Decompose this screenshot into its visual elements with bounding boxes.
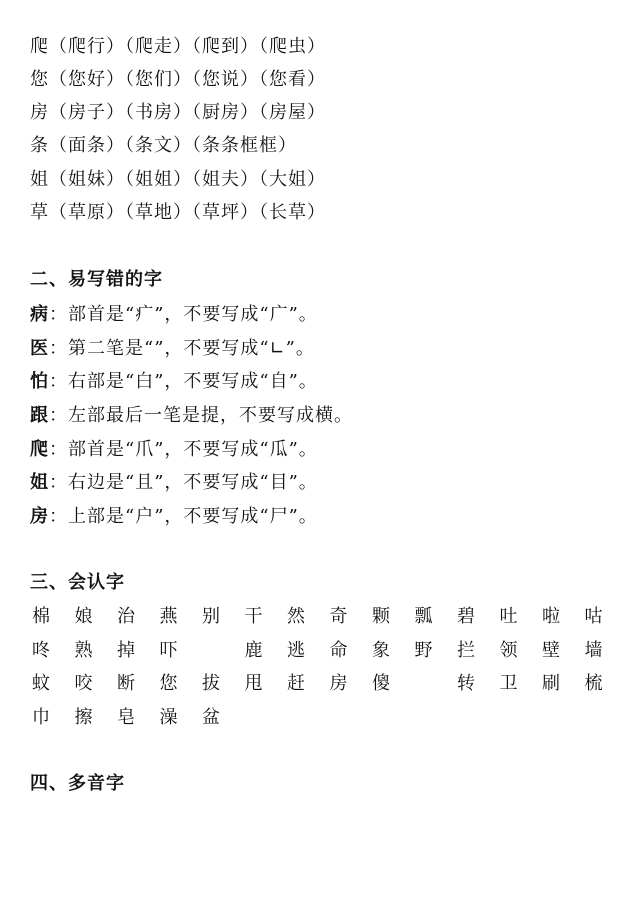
recognition-char: 吓 [159, 640, 178, 661]
recognition-char: 娘 [74, 606, 93, 627]
recognition-char: 颗 [372, 606, 390, 627]
error-item [30, 404, 353, 428]
recognition-char: 啦 [542, 606, 560, 627]
word-line: 爬（爬行）（爬走）（爬到）（爬虫） [30, 36, 326, 57]
recognition-char: 奇 [329, 606, 348, 627]
word-line: 草（草原）（草地）（草坪）（长草） [30, 202, 326, 223]
error-item [30, 303, 318, 327]
recognition-char: 咚 [32, 640, 50, 661]
error-note: ：右边是“且”，不要写成“目”。 [49, 472, 318, 493]
error-char: 姐 [30, 472, 49, 493]
recognition-char: 然 [287, 606, 305, 627]
recognition-char: 擦 [74, 707, 93, 728]
recognition-char: 卫 [499, 673, 518, 694]
recognition-char: 墙 [584, 640, 603, 661]
recognition-char: 甩 [244, 673, 263, 694]
recognition-char: 断 [117, 673, 135, 694]
recognition-char: 刷 [542, 673, 560, 694]
recognition-char: 盆 [202, 707, 220, 728]
recognition-char: 您 [159, 673, 178, 694]
word-line: 房（房子）（书房）（厨房）（房屋） [30, 102, 326, 123]
word-line: 您（您好）（您们）（您说）（您看） [30, 69, 326, 90]
section4-title: 四、多音字 [30, 773, 125, 794]
recognition-char: 棉 [32, 606, 50, 627]
error-note: ：部首是“爪”，不要写成“瓜”。 [49, 439, 318, 460]
recognition-char: 蚊 [32, 673, 50, 694]
error-note: ：部首是“疒”，不要写成“广”。 [49, 304, 318, 325]
recognition-char: 治 [117, 606, 135, 627]
recognition-char: 碧 [457, 606, 475, 627]
error-note: ：左部最后一笔是提，不要写成横。 [49, 405, 353, 426]
recognition-char: 澡 [159, 707, 178, 728]
recognition-char: 转 [457, 673, 475, 694]
recognition-char: 房 [329, 673, 348, 694]
recognition-char: 鹿 [244, 640, 263, 661]
recognition-char: 巾 [32, 707, 50, 728]
recognition-char: 咕 [584, 606, 603, 627]
recognition-char: 赶 [287, 673, 305, 694]
error-char: 病 [30, 304, 49, 325]
recognition-char: 瓢 [414, 606, 433, 627]
recognition-char: 逃 [287, 640, 305, 661]
recognition-char: 命 [329, 640, 348, 661]
recognition-char: 干 [244, 606, 263, 627]
recognition-char: 熟 [74, 640, 93, 661]
error-item [30, 471, 318, 495]
word-line: 姐（姐妹）（姐姐）（姐夫）（大姐） [30, 169, 326, 190]
recognition-char: 拦 [457, 640, 475, 661]
recognition-char: 燕 [159, 606, 178, 627]
error-note: ：右部是“白”，不要写成“自”。 [49, 371, 318, 392]
recognition-char: 梳 [584, 673, 603, 694]
error-char: 爬 [30, 439, 49, 460]
recognition-char: 傻 [372, 673, 390, 694]
recognition-char: 野 [414, 640, 433, 661]
recognition-char: 象 [372, 640, 390, 661]
error-item [30, 505, 318, 529]
word-line: 条（面条）（条文）（条条框框） [30, 135, 297, 156]
recognition-char: 壁 [542, 640, 560, 661]
recognition-char: 咬 [74, 673, 93, 694]
error-note: ：第二笔是“”，不要写成“∟”。 [49, 338, 315, 359]
recognition-char: 拔 [202, 673, 220, 694]
error-char: 跟 [30, 405, 49, 426]
section2-title: 二、易写错的字 [30, 269, 163, 290]
error-char: 医 [30, 338, 49, 359]
recognition-char: 吐 [499, 606, 518, 627]
error-note: ：上部是“户”，不要写成“尸”。 [49, 506, 318, 527]
error-char: 怕 [30, 371, 49, 392]
error-item [30, 438, 318, 462]
recognition-char: 领 [499, 640, 518, 661]
recognition-char: 别 [202, 606, 220, 627]
error-char: 房 [30, 506, 49, 527]
error-item [30, 337, 315, 361]
error-item [30, 370, 318, 394]
section3-title: 三、会认字 [30, 572, 125, 593]
recognition-char: 掉 [117, 640, 135, 661]
recognition-char: 皂 [117, 707, 135, 728]
